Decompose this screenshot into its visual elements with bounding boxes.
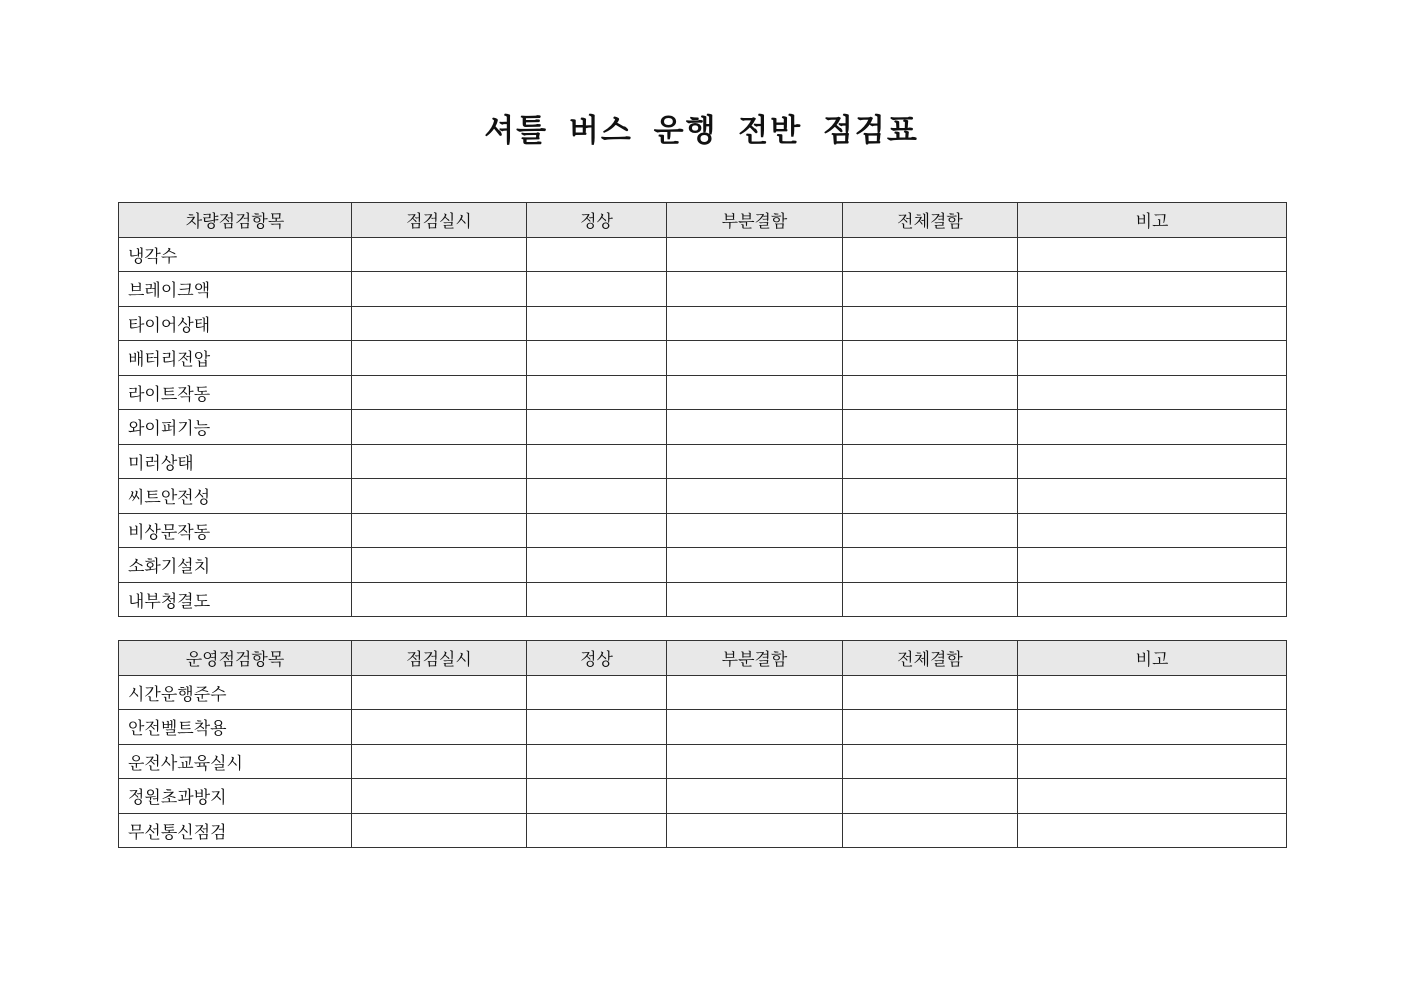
remarks-cell [1018, 444, 1287, 479]
operation-check-table [118, 640, 1287, 848]
performed-cell [352, 272, 527, 307]
normal-cell [527, 375, 667, 410]
check-item-label: 운전사교육실시 [119, 744, 352, 779]
table-row [119, 513, 1287, 548]
partial-defect-cell [667, 341, 843, 376]
vehicle-table-body [119, 237, 1287, 617]
table-row [119, 237, 1287, 272]
table-row [119, 813, 1287, 848]
remarks-cell [1018, 272, 1287, 307]
partial-defect-cell [667, 237, 843, 272]
operation-header-total-defect: 전체결함 [843, 641, 1018, 676]
performed-cell [352, 375, 527, 410]
check-item-label: 라이트작동 [119, 375, 352, 410]
total-defect-cell [843, 675, 1018, 710]
check-item-label: 무선통신점검 [119, 813, 352, 848]
vehicle-header-total-defect: 전체결함 [843, 203, 1018, 238]
operation-header-remarks: 비고 [1018, 641, 1287, 676]
performed-cell [352, 410, 527, 445]
table-row [119, 779, 1287, 814]
total-defect-cell [843, 272, 1018, 307]
table-row [119, 306, 1287, 341]
normal-cell [527, 548, 667, 583]
table-row [119, 341, 1287, 376]
normal-cell [527, 813, 667, 848]
remarks-cell [1018, 513, 1287, 548]
normal-cell [527, 479, 667, 514]
partial-defect-cell [667, 548, 843, 583]
table-row [119, 375, 1287, 410]
partial-defect-cell [667, 779, 843, 814]
remarks-cell [1018, 341, 1287, 376]
normal-cell [527, 675, 667, 710]
partial-defect-cell [667, 813, 843, 848]
normal-cell [527, 513, 667, 548]
normal-cell [527, 272, 667, 307]
table-row [119, 710, 1287, 745]
partial-defect-cell [667, 444, 843, 479]
partial-defect-cell [667, 582, 843, 617]
check-item-label: 냉각수 [119, 237, 352, 272]
check-item-label: 안전벨트착용 [119, 710, 352, 745]
normal-cell [527, 237, 667, 272]
partial-defect-cell [667, 513, 843, 548]
remarks-cell [1018, 479, 1287, 514]
table-row [119, 744, 1287, 779]
performed-cell [352, 306, 527, 341]
operation-table-body [119, 675, 1287, 848]
total-defect-cell [843, 813, 1018, 848]
vehicle-header-remarks: 비고 [1018, 203, 1287, 238]
operation-table-header-row [119, 641, 1287, 676]
check-item-label: 미러상태 [119, 444, 352, 479]
total-defect-cell [843, 306, 1018, 341]
partial-defect-cell [667, 675, 843, 710]
check-item-label: 정원초과방지 [119, 779, 352, 814]
performed-cell [352, 341, 527, 376]
check-item-label: 타이어상태 [119, 306, 352, 341]
total-defect-cell [843, 744, 1018, 779]
remarks-cell [1018, 779, 1287, 814]
normal-cell [527, 444, 667, 479]
performed-cell [352, 479, 527, 514]
remarks-cell [1018, 582, 1287, 617]
table-row [119, 444, 1287, 479]
operation-header-performed: 점검실시 [352, 641, 527, 676]
remarks-cell [1018, 375, 1287, 410]
vehicle-header-performed: 점검실시 [352, 203, 527, 238]
total-defect-cell [843, 779, 1018, 814]
partial-defect-cell [667, 410, 843, 445]
check-item-label: 브레이크액 [119, 272, 352, 307]
table-row [119, 675, 1287, 710]
performed-cell [352, 548, 527, 583]
performed-cell [352, 744, 527, 779]
total-defect-cell [843, 710, 1018, 745]
check-item-label: 배터리전압 [119, 341, 352, 376]
vehicle-header-normal: 정상 [527, 203, 667, 238]
page-title: 셔틀 버스 운행 전반 점검표 [484, 113, 919, 149]
partial-defect-cell [667, 272, 843, 307]
normal-cell [527, 779, 667, 814]
normal-cell [527, 582, 667, 617]
table-row [119, 582, 1287, 617]
vehicle-header-item: 차량점검항목 [119, 203, 352, 238]
total-defect-cell [843, 375, 1018, 410]
total-defect-cell [843, 479, 1018, 514]
total-defect-cell [843, 513, 1018, 548]
total-defect-cell [843, 410, 1018, 445]
normal-cell [527, 410, 667, 445]
check-item-label: 와이퍼기능 [119, 410, 352, 445]
table-row [119, 272, 1287, 307]
vehicle-table-header-row [119, 203, 1287, 238]
remarks-cell [1018, 306, 1287, 341]
vehicle-check-table [118, 202, 1287, 617]
total-defect-cell [843, 444, 1018, 479]
performed-cell [352, 237, 527, 272]
total-defect-cell [843, 582, 1018, 617]
remarks-cell [1018, 710, 1287, 745]
total-defect-cell [843, 237, 1018, 272]
performed-cell [352, 444, 527, 479]
table-row [119, 410, 1287, 445]
partial-defect-cell [667, 306, 843, 341]
total-defect-cell [843, 341, 1018, 376]
check-item-label: 내부청결도 [119, 582, 352, 617]
table-row [119, 548, 1287, 583]
remarks-cell [1018, 410, 1287, 445]
check-item-label: 씨트안전성 [119, 479, 352, 514]
performed-cell [352, 513, 527, 548]
operation-header-item: 운영점검항목 [119, 641, 352, 676]
table-row [119, 479, 1287, 514]
partial-defect-cell [667, 710, 843, 745]
remarks-cell [1018, 813, 1287, 848]
operation-header-partial-defect: 부분결함 [667, 641, 843, 676]
total-defect-cell [843, 548, 1018, 583]
check-item-label: 소화기설치 [119, 548, 352, 583]
remarks-cell [1018, 237, 1287, 272]
normal-cell [527, 306, 667, 341]
partial-defect-cell [667, 744, 843, 779]
performed-cell [352, 582, 527, 617]
performed-cell [352, 779, 527, 814]
check-item-label: 시간운행준수 [119, 675, 352, 710]
performed-cell [352, 813, 527, 848]
performed-cell [352, 675, 527, 710]
vehicle-header-partial-defect: 부분결함 [667, 203, 843, 238]
remarks-cell [1018, 548, 1287, 583]
remarks-cell [1018, 675, 1287, 710]
check-item-label: 비상문작동 [119, 513, 352, 548]
partial-defect-cell [667, 375, 843, 410]
operation-header-normal: 정상 [527, 641, 667, 676]
normal-cell [527, 341, 667, 376]
normal-cell [527, 710, 667, 745]
normal-cell [527, 744, 667, 779]
partial-defect-cell [667, 479, 843, 514]
performed-cell [352, 710, 527, 745]
remarks-cell [1018, 744, 1287, 779]
